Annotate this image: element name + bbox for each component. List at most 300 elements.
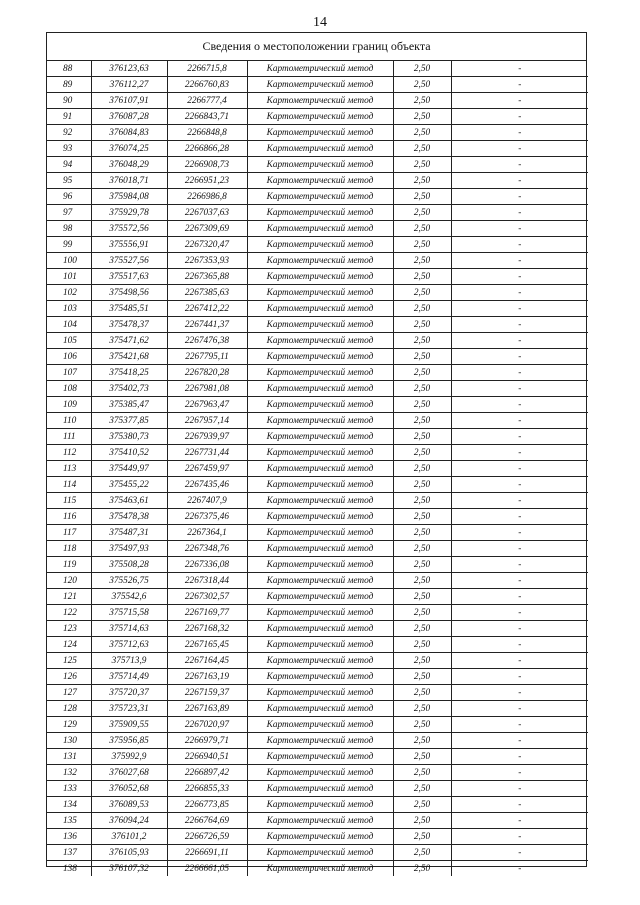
coordinate-y-cell: 2267169,77 [167,605,247,621]
method-cell: Картометрический метод [247,717,393,733]
coordinate-y-cell: 2266986,8 [167,189,247,205]
coordinate-y-cell: 2267963,47 [167,397,247,413]
coordinate-x-cell: 375449,97 [91,461,167,477]
table-row [47,701,588,717]
coordinate-y-cell: 2266661,05 [167,861,247,877]
table-row [47,493,588,509]
coordinate-y-cell: 2267385,63 [167,285,247,301]
method-cell: Картометрический метод [247,605,393,621]
description-cell: - [451,205,588,221]
point-number-cell: 92 [47,125,91,141]
description-cell: - [451,525,588,541]
table-row [47,637,588,653]
coordinate-x-cell: 375542,6 [91,589,167,605]
description-cell: - [451,669,588,685]
method-cell: Картометрический метод [247,93,393,109]
coordinate-x-cell: 375377,85 [91,413,167,429]
method-cell: Картометрический метод [247,525,393,541]
point-number-cell: 126 [47,669,91,685]
table-row [47,813,588,829]
coordinate-x-cell: 375410,52 [91,445,167,461]
coordinate-y-cell: 2267375,46 [167,509,247,525]
coordinate-y-cell: 2267302,57 [167,589,247,605]
description-cell: - [451,429,588,445]
point-number-cell: 110 [47,413,91,429]
table-row [47,717,588,733]
method-cell: Картометрический метод [247,125,393,141]
accuracy-cell: 2,50 [393,765,451,781]
point-number-cell: 89 [47,77,91,93]
point-number-cell: 95 [47,173,91,189]
accuracy-cell: 2,50 [393,509,451,525]
table-row [47,205,588,221]
point-number-cell: 132 [47,765,91,781]
coordinate-x-cell: 376094,24 [91,813,167,829]
description-cell: - [451,733,588,749]
coordinate-y-cell: 2267336,08 [167,557,247,573]
point-number-cell: 105 [47,333,91,349]
method-cell: Картометрический метод [247,493,393,509]
accuracy-cell: 2,50 [393,93,451,109]
coordinate-y-cell: 2266726,59 [167,829,247,845]
accuracy-cell: 2,50 [393,685,451,701]
section-title: Сведения о местоположении границ объекта [47,33,586,61]
method-cell: Картометрический метод [247,733,393,749]
coordinate-x-cell: 375517,63 [91,269,167,285]
coordinate-y-cell: 2267163,19 [167,669,247,685]
description-cell: - [451,717,588,733]
method-cell: Картометрический метод [247,621,393,637]
table-row [47,285,588,301]
table-row [47,653,588,669]
table-row [47,461,588,477]
coordinate-x-cell: 375714,49 [91,669,167,685]
table-row [47,413,588,429]
accuracy-cell: 2,50 [393,701,451,717]
description-cell: - [451,637,588,653]
accuracy-cell: 2,50 [393,77,451,93]
description-cell: - [451,61,588,77]
coordinate-y-cell: 2266940,51 [167,749,247,765]
coordinate-x-cell: 375723,31 [91,701,167,717]
accuracy-cell: 2,50 [393,205,451,221]
accuracy-cell: 2,50 [393,61,451,77]
method-cell: Картометрический метод [247,189,393,205]
description-cell: - [451,477,588,493]
accuracy-cell: 2,50 [393,157,451,173]
point-number-cell: 123 [47,621,91,637]
coordinate-x-cell: 375380,73 [91,429,167,445]
description-cell: - [451,173,588,189]
accuracy-cell: 2,50 [393,861,451,877]
point-number-cell: 136 [47,829,91,845]
description-cell: - [451,573,588,589]
accuracy-cell: 2,50 [393,381,451,397]
table-row [47,765,588,781]
coordinate-x-cell: 376107,32 [91,861,167,877]
point-number-cell: 120 [47,573,91,589]
coordinate-x-cell: 376089,53 [91,797,167,813]
coordinate-x-cell: 375712,63 [91,637,167,653]
method-cell: Картометрический метод [247,381,393,397]
point-number-cell: 122 [47,605,91,621]
description-cell: - [451,317,588,333]
coordinate-x-cell: 375508,28 [91,557,167,573]
table-row [47,237,588,253]
method-cell: Картометрический метод [247,749,393,765]
accuracy-cell: 2,50 [393,237,451,253]
accuracy-cell: 2,50 [393,301,451,317]
table-row [47,605,588,621]
description-cell: - [451,237,588,253]
coordinate-x-cell: 375498,56 [91,285,167,301]
point-number-cell: 127 [47,685,91,701]
accuracy-cell: 2,50 [393,589,451,605]
method-cell: Картометрический метод [247,269,393,285]
method-cell: Картометрический метод [247,413,393,429]
coordinate-y-cell: 2267365,88 [167,269,247,285]
coordinate-x-cell: 375720,37 [91,685,167,701]
coordinate-y-cell: 2267159,37 [167,685,247,701]
coordinate-y-cell: 2267364,1 [167,525,247,541]
coordinate-y-cell: 2267163,89 [167,701,247,717]
point-number-cell: 106 [47,349,91,365]
method-cell: Картометрический метод [247,77,393,93]
description-cell: - [451,589,588,605]
method-cell: Картометрический метод [247,557,393,573]
point-number-cell: 131 [47,749,91,765]
coordinate-y-cell: 2266773,85 [167,797,247,813]
method-cell: Картометрический метод [247,429,393,445]
description-cell: - [451,413,588,429]
table-row [47,829,588,845]
coordinate-y-cell: 2267441,37 [167,317,247,333]
description-cell: - [451,493,588,509]
accuracy-cell: 2,50 [393,669,451,685]
method-cell: Картометрический метод [247,813,393,829]
table-row [47,781,588,797]
coordinate-x-cell: 376052,68 [91,781,167,797]
accuracy-cell: 2,50 [393,605,451,621]
method-cell: Картометрический метод [247,237,393,253]
coordinate-x-cell: 376018,71 [91,173,167,189]
accuracy-cell: 2,50 [393,253,451,269]
coordinate-y-cell: 2267164,45 [167,653,247,669]
point-number-cell: 129 [47,717,91,733]
description-cell: - [451,141,588,157]
coordinate-x-cell: 376048,29 [91,157,167,173]
accuracy-cell: 2,50 [393,525,451,541]
coordinate-y-cell: 2266979,71 [167,733,247,749]
description-cell: - [451,541,588,557]
point-number-cell: 134 [47,797,91,813]
accuracy-cell: 2,50 [393,733,451,749]
coordinate-x-cell: 375909,55 [91,717,167,733]
coordinate-y-cell: 2267407,9 [167,493,247,509]
accuracy-cell: 2,50 [393,573,451,589]
method-cell: Картометрический метод [247,317,393,333]
point-number-cell: 128 [47,701,91,717]
method-cell: Картометрический метод [247,653,393,669]
coordinate-x-cell: 376087,28 [91,109,167,125]
point-number-cell: 108 [47,381,91,397]
method-cell: Картометрический метод [247,845,393,861]
coordinate-y-cell: 2267731,44 [167,445,247,461]
point-number-cell: 94 [47,157,91,173]
description-cell: - [451,685,588,701]
accuracy-cell: 2,50 [393,541,451,557]
description-cell: - [451,397,588,413]
description-cell: - [451,349,588,365]
coordinate-x-cell: 375556,91 [91,237,167,253]
method-cell: Картометрический метод [247,589,393,605]
point-number-cell: 138 [47,861,91,877]
point-number-cell: 111 [47,429,91,445]
coordinate-x-cell: 375715,58 [91,605,167,621]
point-number-cell: 121 [47,589,91,605]
method-cell: Картометрический метод [247,797,393,813]
table-row [47,109,588,125]
table-row [47,189,588,205]
accuracy-cell: 2,50 [393,333,451,349]
coordinate-x-cell: 376074,25 [91,141,167,157]
coordinate-x-cell: 375526,75 [91,573,167,589]
coordinate-y-cell: 2267348,76 [167,541,247,557]
coordinate-x-cell: 375421,68 [91,349,167,365]
description-cell: - [451,157,588,173]
coordinate-x-cell: 375463,61 [91,493,167,509]
table-row [47,477,588,493]
method-cell: Картометрический метод [247,109,393,125]
accuracy-cell: 2,50 [393,125,451,141]
description-cell: - [451,765,588,781]
table-row [47,429,588,445]
point-number-cell: 88 [47,61,91,77]
coordinate-x-cell: 376105,93 [91,845,167,861]
page-number: 14 [313,15,327,30]
point-number-cell: 125 [47,653,91,669]
point-number-cell: 115 [47,493,91,509]
coordinate-y-cell: 2266843,71 [167,109,247,125]
coordinate-y-cell: 2267168,32 [167,621,247,637]
coordinate-x-cell: 375455,22 [91,477,167,493]
method-cell: Картометрический метод [247,173,393,189]
point-number-cell: 117 [47,525,91,541]
method-cell: Картометрический метод [247,157,393,173]
method-cell: Картометрический метод [247,685,393,701]
accuracy-cell: 2,50 [393,797,451,813]
accuracy-cell: 2,50 [393,477,451,493]
coordinate-y-cell: 2267820,28 [167,365,247,381]
method-cell: Картометрический метод [247,333,393,349]
table-row [47,621,588,637]
point-number-cell: 112 [47,445,91,461]
table-row [47,445,588,461]
table-row [47,509,588,525]
point-number-cell: 91 [47,109,91,125]
description-cell: - [451,653,588,669]
table-row [47,525,588,541]
accuracy-cell: 2,50 [393,413,451,429]
table-row [47,589,588,605]
table-row [47,125,588,141]
point-number-cell: 133 [47,781,91,797]
coordinate-x-cell: 376107,91 [91,93,167,109]
table-row [47,541,588,557]
description-cell: - [451,445,588,461]
coordinate-y-cell: 2267309,69 [167,221,247,237]
coordinate-x-cell: 376027,68 [91,765,167,781]
description-cell: - [451,701,588,717]
accuracy-cell: 2,50 [393,445,451,461]
coordinate-y-cell: 2267981,08 [167,381,247,397]
accuracy-cell: 2,50 [393,461,451,477]
table-row [47,365,588,381]
coordinate-y-cell: 2266866,28 [167,141,247,157]
accuracy-cell: 2,50 [393,781,451,797]
coordinate-y-cell: 2267939,97 [167,429,247,445]
coordinate-x-cell: 375485,51 [91,301,167,317]
description-cell: - [451,301,588,317]
coordinate-x-cell: 375385,47 [91,397,167,413]
table-row [47,861,588,877]
description-cell: - [451,861,588,877]
coordinate-x-cell: 375572,56 [91,221,167,237]
coordinate-x-cell: 375478,38 [91,509,167,525]
description-cell: - [451,461,588,477]
description-cell: - [451,109,588,125]
table-row [47,557,588,573]
method-cell: Картометрический метод [247,61,393,77]
accuracy-cell: 2,50 [393,653,451,669]
point-number-cell: 107 [47,365,91,381]
table-row [47,61,588,77]
method-cell: Картометрический метод [247,541,393,557]
coordinate-y-cell: 2267318,44 [167,573,247,589]
accuracy-cell: 2,50 [393,397,451,413]
accuracy-cell: 2,50 [393,189,451,205]
description-cell: - [451,77,588,93]
accuracy-cell: 2,50 [393,109,451,125]
description-cell: - [451,221,588,237]
table-row [47,669,588,685]
point-number-cell: 93 [47,141,91,157]
description-cell: - [451,813,588,829]
coordinate-y-cell: 2267957,14 [167,413,247,429]
accuracy-cell: 2,50 [393,285,451,301]
table-row [47,317,588,333]
coordinate-x-cell: 375992,9 [91,749,167,765]
method-cell: Картометрический метод [247,861,393,877]
method-cell: Картометрический метод [247,205,393,221]
coordinate-x-cell: 376123,63 [91,61,167,77]
accuracy-cell: 2,50 [393,269,451,285]
point-number-cell: 98 [47,221,91,237]
table-row [47,749,588,765]
method-cell: Картометрический метод [247,445,393,461]
table-row [47,845,588,861]
method-cell: Картометрический метод [247,701,393,717]
point-number-cell: 90 [47,93,91,109]
coordinate-x-cell: 375713,9 [91,653,167,669]
description-cell: - [451,845,588,861]
coordinate-y-cell: 2266715,8 [167,61,247,77]
method-cell: Картометрический метод [247,285,393,301]
description-cell: - [451,557,588,573]
description-cell: - [451,621,588,637]
table-row [47,349,588,365]
table-row [47,93,588,109]
point-number-cell: 116 [47,509,91,525]
table-row [47,573,588,589]
point-number-cell: 96 [47,189,91,205]
table-row [47,733,588,749]
coordinate-y-cell: 2267320,47 [167,237,247,253]
coordinate-y-cell: 2267037,63 [167,205,247,221]
point-number-cell: 103 [47,301,91,317]
description-cell: - [451,797,588,813]
accuracy-cell: 2,50 [393,173,451,189]
description-cell: - [451,125,588,141]
table-row [47,797,588,813]
coordinate-y-cell: 2266777,4 [167,93,247,109]
table-row [47,141,588,157]
coordinate-x-cell: 375714,63 [91,621,167,637]
point-number-cell: 118 [47,541,91,557]
coordinate-y-cell: 2266764,69 [167,813,247,829]
accuracy-cell: 2,50 [393,141,451,157]
accuracy-cell: 2,50 [393,221,451,237]
point-number-cell: 113 [47,461,91,477]
description-cell: - [451,829,588,845]
coordinate-x-cell: 375929,78 [91,205,167,221]
coordinate-y-cell: 2266760,83 [167,77,247,93]
method-cell: Картометрический метод [247,253,393,269]
description-cell: - [451,749,588,765]
description-cell: - [451,605,588,621]
point-number-cell: 114 [47,477,91,493]
coordinate-y-cell: 2267412,22 [167,301,247,317]
accuracy-cell: 2,50 [393,349,451,365]
method-cell: Картометрический метод [247,221,393,237]
coordinate-y-cell: 2267165,45 [167,637,247,653]
coordinate-x-cell: 375418,25 [91,365,167,381]
coordinate-y-cell: 2266908,73 [167,157,247,173]
point-number-cell: 124 [47,637,91,653]
table-row [47,301,588,317]
accuracy-cell: 2,50 [393,493,451,509]
coordinate-x-cell: 375527,56 [91,253,167,269]
point-number-cell: 119 [47,557,91,573]
accuracy-cell: 2,50 [393,621,451,637]
method-cell: Картометрический метод [247,397,393,413]
description-cell: - [451,269,588,285]
coordinate-y-cell: 2267435,46 [167,477,247,493]
accuracy-cell: 2,50 [393,829,451,845]
accuracy-cell: 2,50 [393,813,451,829]
coordinate-x-cell: 375984,08 [91,189,167,205]
description-cell: - [451,189,588,205]
point-number-cell: 99 [47,237,91,253]
method-cell: Картометрический метод [247,669,393,685]
table-row [47,381,588,397]
description-cell: - [451,381,588,397]
point-number-cell: 135 [47,813,91,829]
coordinates-table-frame [46,32,587,874]
coordinate-x-cell: 376084,83 [91,125,167,141]
point-number-cell: 97 [47,205,91,221]
coordinate-y-cell: 2267795,11 [167,349,247,365]
